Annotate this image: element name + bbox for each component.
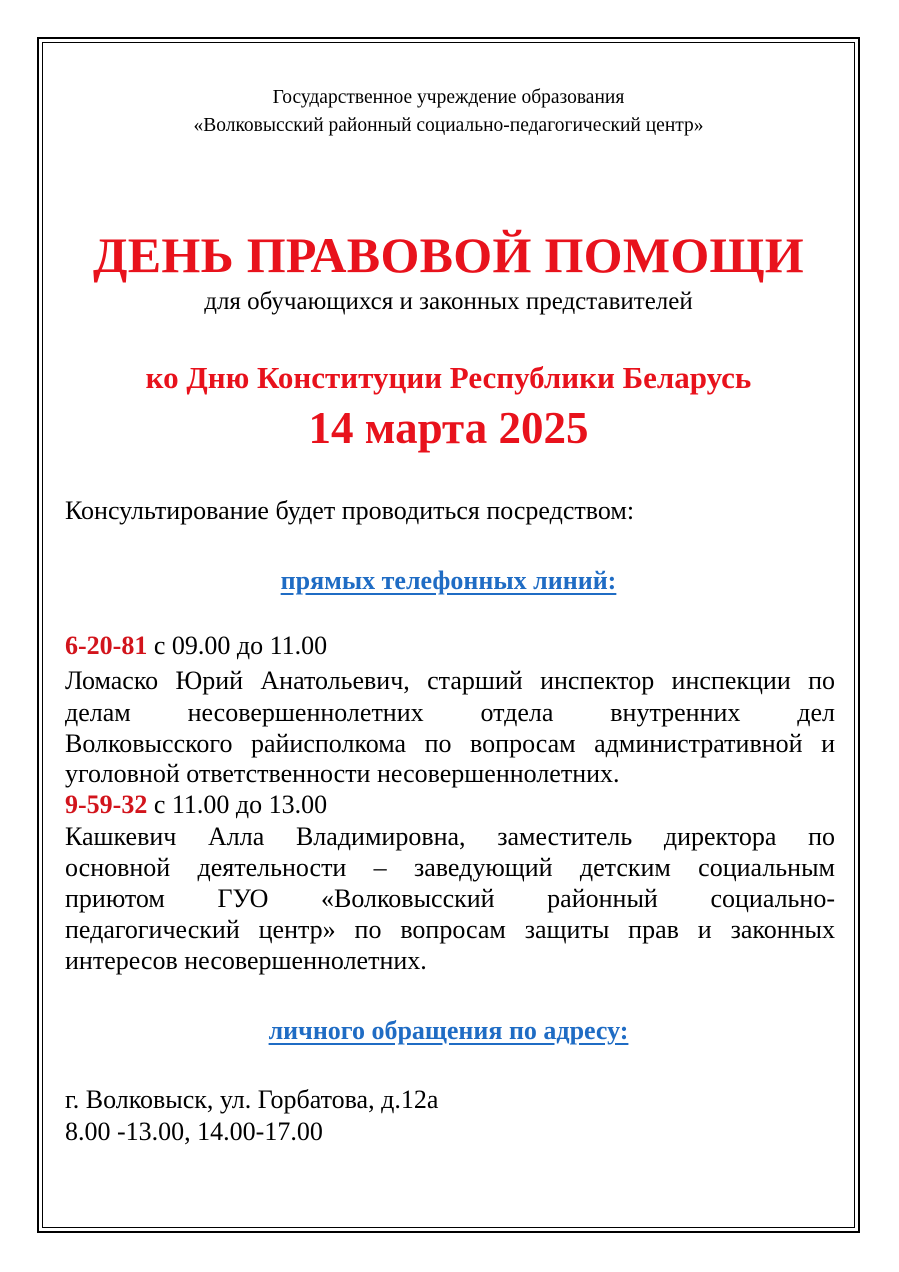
intro-text: Консультирование будет проводиться посредством:: [65, 496, 635, 525]
contact-2-phone: 9-59-32: [65, 790, 148, 819]
page-title: ДЕНЬ ПРАВОВОЙ ПОМОЩИ: [93, 227, 804, 283]
address: г. Волковыск, ул. Горбатова, д.12а: [65, 1085, 439, 1114]
occasion: ко Дню Конституции Республики Беларусь: [145, 360, 752, 395]
subtitle: для обучающихся и законных представителей: [204, 288, 693, 315]
phone-section-heading: прямых телефонных линий:: [280, 566, 617, 595]
visit-section-heading: личного обращения по адресу:: [268, 1016, 629, 1045]
contact-1-line-4: уголовной ответственности несовершеннолетних.: [65, 759, 620, 788]
contact-1-line-2: делам несовершеннолетних отдела внутренних дел: [65, 698, 835, 727]
header-line-1: Государственное учреждение образования: [272, 87, 625, 108]
contact-2-time: с 11.00 до 13.00: [147, 790, 328, 819]
contact-2-line-2: основной деятельности – заведующий детским социальным: [65, 853, 835, 882]
contact-2-schedule: [65, 790, 835, 820]
contact-1-time: с 09.00 до 11.00: [147, 631, 328, 660]
header-line-2: «Волковысский районный социально-педагогический центр»: [193, 115, 704, 136]
contact-2-line-4: педагогический центр» по вопросам защиты прав и законных: [65, 915, 835, 944]
contact-2-line-5: интересов несовершеннолетних.: [65, 946, 427, 975]
office-hours: 8.00 -13.00, 14.00-17.00: [65, 1117, 323, 1146]
contact-1-line-3: Волковысского райисполкома по вопросам административной и: [65, 729, 835, 758]
contact-2-line-3: приютом ГУО «Волковысский районный социально-: [65, 884, 835, 913]
contact-1-line-1: Ломаско Юрий Анатольевич, старший инспектор инспекции по: [65, 666, 835, 695]
contact-2-line-1: Кашкевич Алла Владимировна, заместитель директора по: [65, 822, 835, 851]
contact-1-phone: 6-20-81: [65, 631, 148, 660]
contact-1-schedule: [65, 631, 835, 661]
event-date: 14 марта 2025: [308, 403, 589, 453]
